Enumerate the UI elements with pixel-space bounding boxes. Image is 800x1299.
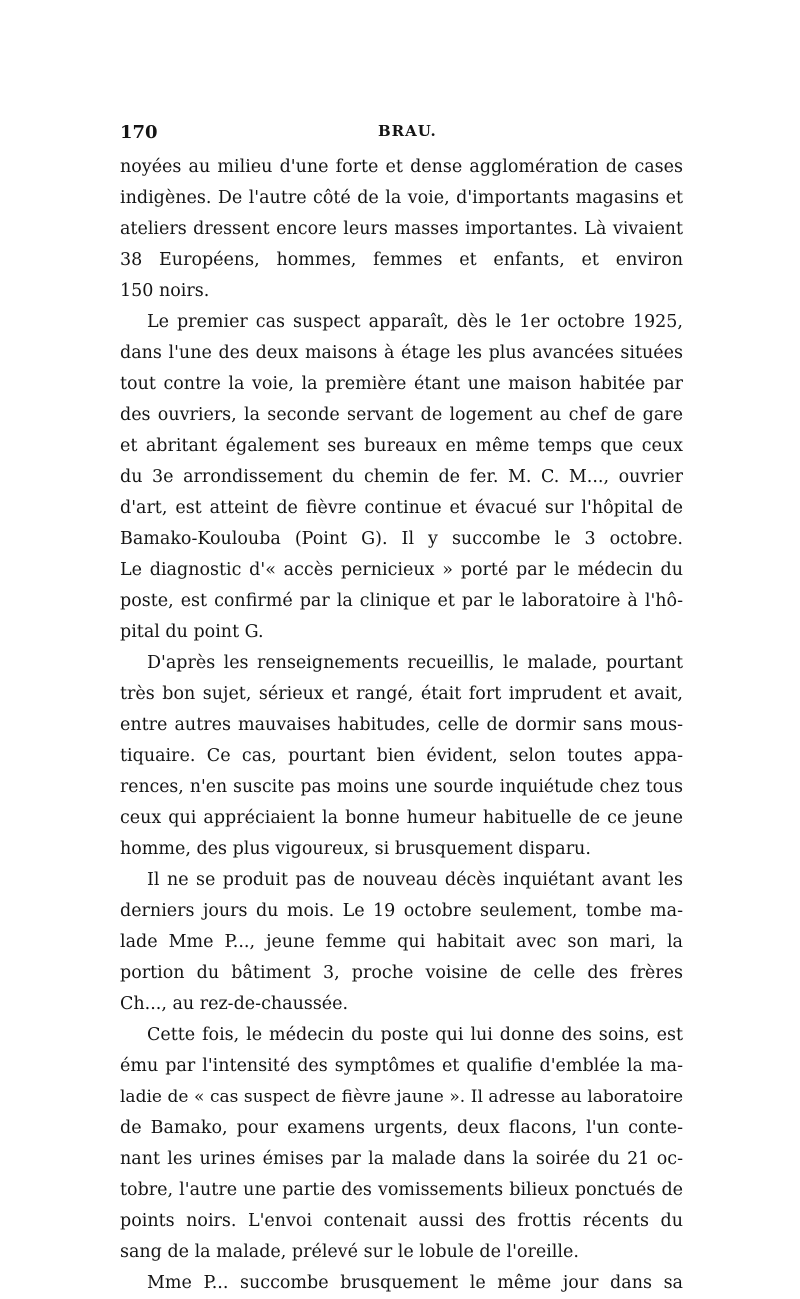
text-line: rences, n'en suscite pas moins une sourde inquiétude chez tous xyxy=(120,777,683,797)
text-line: de Bamako, pour examens urgents, deux flacons, l'un conte- xyxy=(120,1118,683,1138)
text-line: d'art, est atteint de fièvre continue et évacué sur l'hôpital de xyxy=(120,498,683,518)
text-line: tiquaire. Ce cas, pourtant bien évident, selon toutes appa- xyxy=(120,746,683,766)
text-line: tobre, l'autre une partie des vomissements bilieux ponctués de xyxy=(120,1180,683,1200)
text-line: noyées au milieu d'une forte et dense agglomération de cases xyxy=(120,157,683,177)
text-line: portion du bâtiment 3, proche voisine de celle des frères xyxy=(120,963,683,983)
page-number: 170 xyxy=(120,122,158,143)
text-line: D'après les renseignements recueillis, le malade, pourtant xyxy=(147,653,683,673)
text-line: points noirs. L'envoi contenait aussi des frottis récents du xyxy=(120,1211,683,1231)
running-head xyxy=(120,122,683,146)
text-line: des ouvriers, la seconde servant de logement au chef de gare xyxy=(120,405,683,425)
text-line: Il ne se produit pas de nouveau décès inquiétant avant les xyxy=(147,870,683,890)
text-line: Mme P... succombe brusquement le même jour dans sa xyxy=(147,1273,683,1293)
text-line: indigènes. De l'autre côté de la voie, d'importants magasins et xyxy=(120,188,683,208)
text-line: dans l'une des deux maisons à étage les plus avancées situées xyxy=(120,343,683,363)
text-line: ateliers dressent encore leurs masses importantes. Là vivaient xyxy=(120,219,683,239)
text-line: et abritant également ses bureaux en même temps que ceux xyxy=(120,436,683,456)
text-line: Le diagnostic d'« accès pernicieux » porté par le médecin du xyxy=(120,560,683,580)
text-line: tout contre la voie, la première étant une maison habitée par xyxy=(120,374,683,394)
running-title: BRAU. xyxy=(378,122,437,140)
text-line: Le premier cas suspect apparaît, dès le 1er octobre 1925, xyxy=(147,312,683,332)
text-line: ceux qui appréciaient la bonne humeur habituelle de ce jeune xyxy=(120,808,683,828)
text-line: homme, des plus vigoureux, si brusquement disparu. xyxy=(120,839,591,859)
text-line: sang de la malade, prélevé sur le lobule de l'oreille. xyxy=(120,1242,579,1262)
text-line: pital du point G. xyxy=(120,622,264,642)
text-line: Cette fois, le médecin du poste qui lui donne des soins, est xyxy=(147,1025,683,1045)
text-line: 150 noirs. xyxy=(120,281,210,301)
text-line: ému par l'intensité des symptômes et qualifie d'emblée la ma- xyxy=(120,1056,683,1076)
text-line: très bon sujet, sérieux et rangé, était fort imprudent et avait, xyxy=(120,684,683,704)
body-text xyxy=(120,152,683,1299)
text-line: nant les urines émises par la malade dans la soirée du 21 oc- xyxy=(120,1149,683,1169)
text-line: Bamako-Koulouba (Point G). Il y succombe le 3 octobre. xyxy=(120,529,683,549)
text-line: entre autres mauvaises habitudes, celle de dormir sans mous- xyxy=(120,715,683,735)
text-line: ladie de « cas suspect de fièvre jaune ». Il adresse au laboratoire xyxy=(120,1087,683,1107)
text-line: du 3e arrondissement du chemin de fer. M. C. M..., ouvrier xyxy=(120,467,683,487)
text-line: poste, est confirmé par la clinique et par le laboratoire à l'hô- xyxy=(120,591,683,611)
text-line: lade Mme P..., jeune femme qui habitait avec son mari, la xyxy=(120,932,683,952)
text-line: derniers jours du mois. Le 19 octobre seulement, tombe ma- xyxy=(120,901,683,921)
text-line: Ch..., au rez-de-chaussée. xyxy=(120,994,349,1014)
text-line: 38 Européens, hommes, femmes et enfants, et environ xyxy=(120,250,683,270)
